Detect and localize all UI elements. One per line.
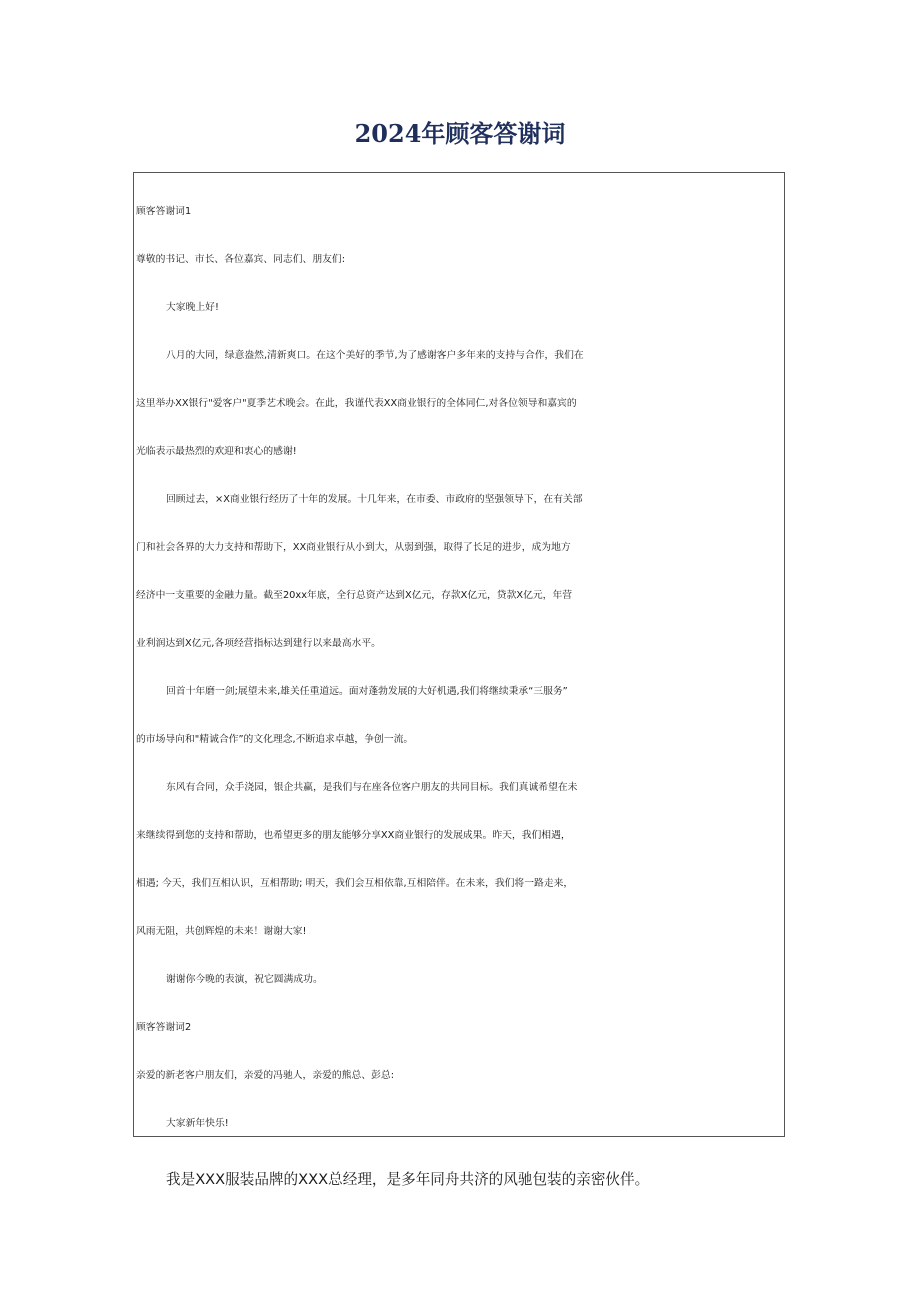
paragraph-line: 光临表示最热烈的欢迎和衷心的感谢!: [136, 446, 297, 457]
paragraph-line: 回顾过去，×X商业银行经历了十年的发展。十几年来，在市委、市政府的坚强领导下，在有关部: [166, 494, 583, 505]
paragraph-line: 的市场导向和"精诚合作”的文化理念,不断追求卓越，争创一流。: [136, 734, 414, 745]
greeting: 大家晚上好!: [166, 302, 219, 313]
section-heading: 顾客答谢词2: [136, 1022, 192, 1033]
section-heading: 顾客答谢词1: [136, 206, 192, 217]
paragraph-line: 谢谢你今晚的表演，祝它圆满成功。: [166, 974, 323, 985]
greeting: 大家新年快乐!: [166, 1118, 229, 1129]
paragraph-line: 回首十年磨一剑;展望未来,雄关任重道远。面对蓬勃发展的大好机遇,我们将继续秉承“三服务”: [166, 686, 568, 697]
paragraph-line: 门和社会各界的大力支持和帮助下，XX商业银行从小到大，从弱到强，取得了长足的进步，成为地方: [136, 542, 571, 553]
paragraph-line: 东风有合同，众手浇园，银企共赢，是我们与在座各位客户朋友的共同目标。我们真诚希望在未: [166, 782, 578, 793]
document-body: [136, 188, 788, 1148]
paragraph-line: 经济中一支重要的金融力量。截至20xx年底，全行总资产达到X亿元，存款X亿元，贷款X亿元，年营: [136, 590, 573, 601]
salutation: 尊敬的书记、市长、各位嘉宾、同志们、朋友们:: [136, 254, 346, 265]
salutation: 亲爱的新老客户朋友们，亲爱的冯驰人，亲爱的熊总、彭总:: [136, 1070, 395, 1081]
paragraph-line: 这里举办XX银行"爱客户"夏季艺术晚会。在此，我谨代表XX商业银行的全体同仁,对各位领导和嘉宾的: [136, 398, 577, 409]
paragraph-line: 业利润达到X亿元,各项经营指标达到建行以来最高水平。: [136, 638, 381, 649]
paragraph-line: 风雨无阻，共创辉煌的未来！谢谢大家!: [136, 926, 307, 937]
paragraph-line: 八月的大同，绿意盎然,清新爽口。在这个美好的季节,为了感谢客户多年来的支持与合作，我们在: [166, 350, 584, 361]
document-title: 2024年顾客答谢词: [354, 119, 566, 148]
paragraph-line: 相遇; 今天，我们互相认识，互相帮助; 明天，我们会互相依靠,互相陪伴。在未来，我们将一路走来，: [136, 878, 574, 889]
trailing-paragraph: 我是XXX服装品牌的XXX总经理，是多年同舟共济的风驰包装的亲密伙伴。: [166, 1171, 650, 1188]
paragraph-line: 来继续得到您的支持和帮助，也希望更多的朋友能够分享XX商业银行的发展成果。昨天，我们相遇，: [136, 830, 571, 841]
